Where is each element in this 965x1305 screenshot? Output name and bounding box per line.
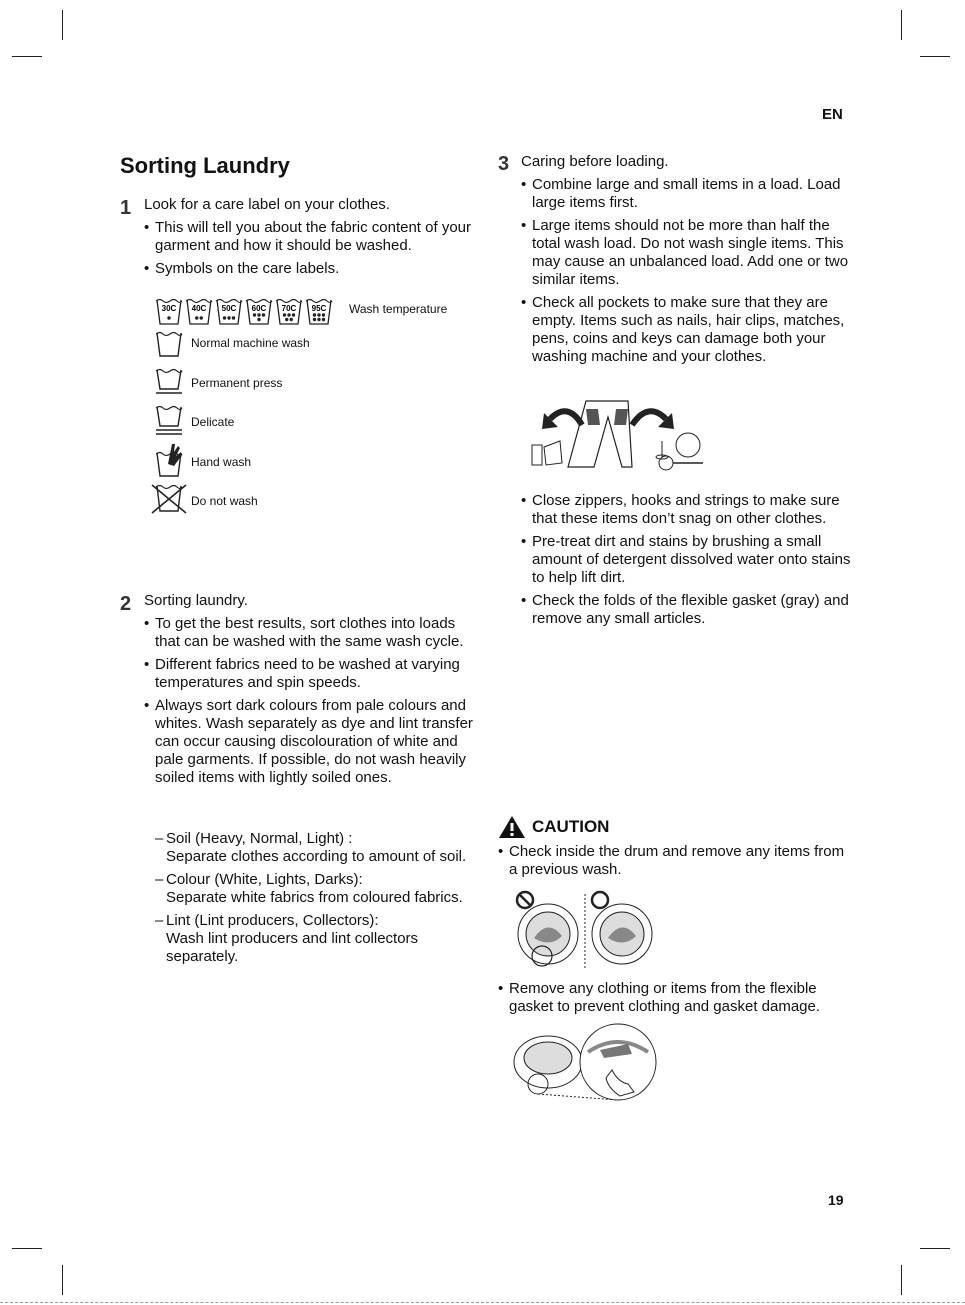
list-item: • Symbols on the care labels. <box>144 260 474 278</box>
crop-mark <box>901 10 902 40</box>
wash-temp-label: 70C <box>281 304 297 313</box>
temperature-symbols <box>155 297 333 326</box>
crop-mark <box>920 56 950 57</box>
step-number: 2 <box>120 593 132 615</box>
step-text: Caring before loading. <box>521 153 669 170</box>
step3-bullets-2 <box>521 492 851 633</box>
crop-mark <box>62 10 63 40</box>
list-item: • Combine large and small items in a load. Load large items first. <box>521 176 851 212</box>
crop-mark <box>901 1265 902 1295</box>
care-label-text: Permanent press <box>191 376 283 390</box>
list-item: • Remove any clothing or items from the flexible gasket to prevent clothing and gasket damage. <box>498 980 848 1016</box>
list-item: • This will tell you about the fabric content of your garment and how it should be washed. <box>144 219 474 255</box>
wash-temp-icon <box>185 297 213 326</box>
tub-two-bars-icon <box>154 404 184 441</box>
sub-heading: Colour (White, Lights, Darks): <box>166 871 363 888</box>
wash-temp-label: 95C <box>311 304 327 313</box>
step-number: 1 <box>120 197 132 219</box>
wash-temp-label: 50C <box>221 304 237 313</box>
list-item: • Check all pockets to make sure that they are empty. Items such as nails, hair clips, matches, pens, coins and keys can damage both your washing machine and your clothes. <box>521 294 851 366</box>
sub-body: Separate white fabrics from coloured fabrics. <box>166 889 463 906</box>
language-code: EN <box>822 106 843 123</box>
tub-crossed-icon <box>150 483 188 520</box>
list-item: • Different fabrics need to be washed at varying temperatures and spin speeds. <box>144 656 474 692</box>
sub-body: Wash lint producers and lint collectors separately. <box>166 930 419 965</box>
list-item: • Always sort dark colours from pale colours and whites. Wash separately as dye and lint transfer can occur causing discolouration of white and pale garments. If possible, do not wash heavily soiled items with lightly soiled ones. <box>144 697 474 787</box>
step2-bullets <box>144 615 474 792</box>
sub-heading: Lint (Lint producers, Collectors): <box>166 912 379 929</box>
tub-icon <box>154 330 184 365</box>
list-item <box>155 912 470 966</box>
warning-icon <box>498 815 526 839</box>
list-item <box>155 830 470 866</box>
temperature-caption: Wash temperature <box>349 302 448 316</box>
caution-list-2 <box>498 980 848 1021</box>
caution-list-1 <box>498 843 848 884</box>
care-label-text: Delicate <box>191 415 235 429</box>
tub-hand-icon <box>154 440 186 485</box>
list-item: • To get the best results, sort clothes into loads that can be washed with the same wash cycle. <box>144 615 474 651</box>
caution-heading <box>498 815 609 839</box>
tub-one-bar-icon <box>154 367 184 402</box>
care-label-text: Do not wash <box>191 494 258 508</box>
list-item: • Close zippers, hooks and strings to make sure that these items don’t snag on other clothes. <box>521 492 851 528</box>
list-item: • Large items should not be more than half the total wash load. Do not wash single items. This may cause an unbalanced load. Add one or two similar items. <box>521 217 851 289</box>
list-item: • Check the folds of the flexible gasket (gray) and remove any small articles. <box>521 592 851 628</box>
crop-mark <box>12 1248 42 1249</box>
sub-heading: Soil (Heavy, Normal, Light) : <box>166 830 353 847</box>
step-number: 3 <box>498 153 510 175</box>
wash-temp-label: 60C <box>251 304 267 313</box>
list-item <box>155 871 470 907</box>
gasket-illustration <box>508 1022 658 1109</box>
wash-temp-icon <box>155 297 183 326</box>
wash-temp-icon <box>275 297 303 326</box>
sub-body: Separate clothes according to amount of soil. <box>166 848 467 865</box>
step3-bullets <box>521 176 851 371</box>
crop-mark <box>12 56 42 57</box>
step2-subitems <box>155 830 470 971</box>
step1-bullets <box>144 219 474 283</box>
drum-check-illustration <box>510 888 660 977</box>
caution-title: CAUTION <box>532 817 610 836</box>
step-text: Look for a care label on your clothes. <box>144 196 390 213</box>
page-number: 19 <box>828 1192 844 1208</box>
list-item: • Check inside the drum and remove any items from a previous wash. <box>498 843 848 879</box>
wash-temp-icon <box>215 297 243 326</box>
care-label-text: Hand wash <box>191 455 252 469</box>
step-text: Sorting laundry. <box>144 592 248 609</box>
care-label-text: Normal machine wash <box>191 336 310 350</box>
crop-mark <box>62 1265 63 1295</box>
page-title: Sorting Laundry <box>120 153 290 178</box>
empty-pockets-illustration <box>528 397 708 478</box>
crop-mark <box>920 1248 950 1249</box>
wash-temp-label: 40C <box>191 304 207 313</box>
cut-line <box>0 1302 965 1303</box>
wash-temp-label: 30C <box>161 304 177 313</box>
wash-temp-icon <box>305 297 333 326</box>
wash-temp-icon <box>245 297 273 326</box>
list-item: • Pre-treat dirt and stains by brushing a small amount of detergent dissolved water onto stains to help lift dirt. <box>521 533 851 587</box>
